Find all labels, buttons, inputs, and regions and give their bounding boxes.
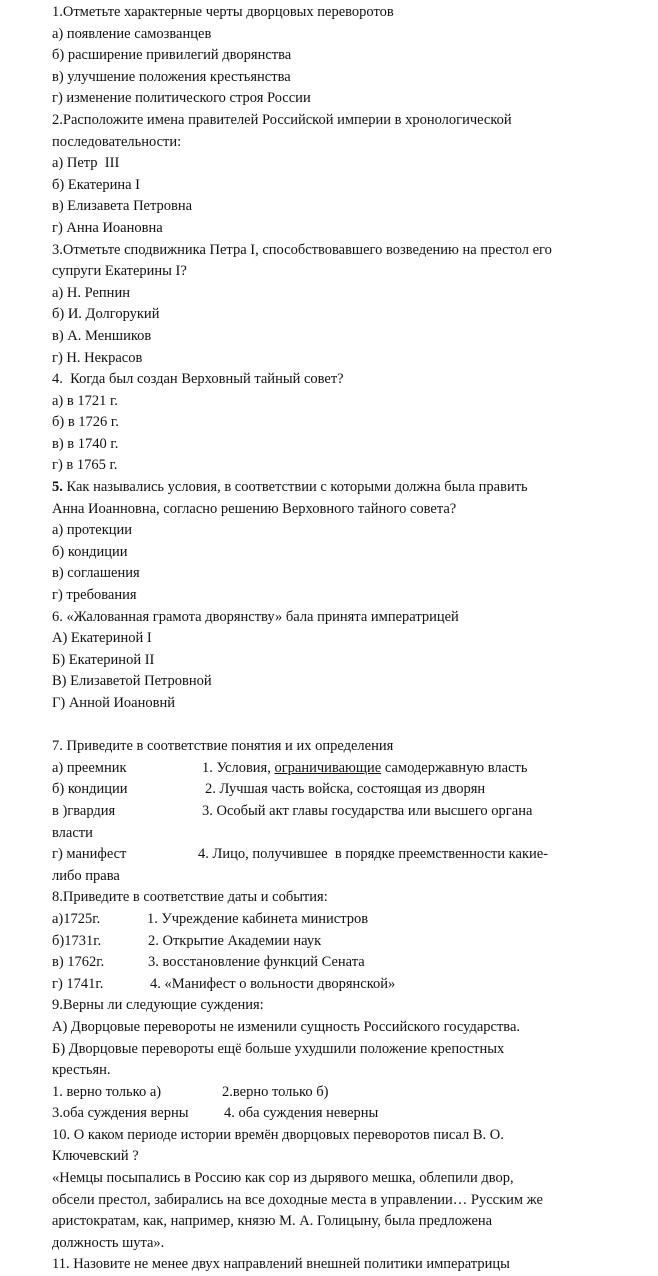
question-3-option-a: а) Н. Репнин [52, 284, 130, 301]
question-5-title-text: Как назывались условия, в соответствии с которыми должна была править [62, 479, 528, 496]
question-5-title [52, 477, 652, 499]
question-8-date-d: г) 1741г. [52, 975, 104, 992]
question-6-option-a: А) Екатериной I [52, 630, 152, 647]
question-5-number: 5. [52, 479, 63, 496]
spacer [52, 715, 652, 737]
question-10-quote-line-1: «Немцы посыпались в Россию как сор из дырявого мешка, облепили двор, [52, 1170, 514, 1187]
question-9-title: 9.Верны ли следующие суждения: [52, 997, 264, 1014]
question-9-answer-1: 1. верно только а) [52, 1083, 162, 1100]
question-5-title-cont: Анна Иоанновна, согласно решению Верховного тайного совета? [52, 500, 457, 517]
question-2-option-a: а) Петр III [52, 155, 120, 172]
question-7-term-d: г) манифест [52, 846, 127, 863]
question-2-title-cont: последовательности: [52, 133, 182, 150]
worksheet [52, 2, 652, 1273]
question-3-option-c: в) А. Меншиков [52, 327, 152, 344]
question-7-def-4-cont: либо права [52, 867, 120, 884]
question-7-def-1-underlined: ограничивающие [274, 759, 382, 776]
question-8-row-d [52, 974, 652, 996]
question-7-title: 7. Приведите в соответствие понятия и их определения [52, 738, 394, 755]
question-6-option-b: Б) Екатериной II [52, 651, 155, 668]
question-4-option-a: а) в 1721 г. [52, 392, 118, 409]
question-3-option-d: г) Н. Некрасов [52, 349, 143, 366]
question-4-option-b: б) в 1726 г. [52, 414, 119, 431]
question-6-option-c: В) Елизаветой Петровной [52, 673, 212, 690]
question-8-event-1: 1. Учреждение кабинета министров [147, 910, 369, 927]
question-5-option-a: а) протекции [52, 522, 133, 539]
question-8-event-2: 2. Открытие Академии наук [148, 932, 322, 949]
question-8-date-a: а)1725г. [52, 910, 101, 927]
question-8-date-b: б)1731г. [52, 932, 102, 949]
question-7-term-a: а) преемник [52, 759, 127, 776]
question-11-title: 11. Назовите не менее двух направлений внешней политики императрицы [52, 1256, 510, 1273]
question-7-def-1 [202, 758, 527, 780]
question-1-option-d: г) изменение политического строя России [52, 90, 311, 107]
question-7-term-b: б) кондиции [52, 781, 128, 798]
question-2-option-b: б) Екатерина I [52, 176, 141, 193]
question-5-option-d: г) требования [52, 587, 137, 604]
question-3-title: 3.Отметьте сподвижника Петра I, способствовавшего возведению на престол его [52, 241, 552, 258]
question-3-option-b: б) И. Долгорукий [52, 306, 160, 323]
question-3-title-cont: супруги Екатерины I? [52, 263, 187, 280]
question-4-option-c: в) в 1740 г. [52, 435, 119, 452]
question-6-title: 6. «Жалованная грамота дворянству» бала принята императрицей [52, 608, 459, 625]
question-7-def-2: 2. Лучшая часть войска, состоящая из дворян [205, 781, 486, 798]
question-7-def-3-cont: власти [52, 824, 93, 841]
question-7-def-4: 4. Лицо, получившее в порядке преемственности какие- [198, 846, 549, 863]
question-9-statement-b: Б) Дворцовые перевороты ещё больше ухудшили положение крепостных [52, 1040, 505, 1057]
question-1-option-a: а) появление самозванцев [52, 25, 212, 42]
question-8-date-c: в) 1762г. [52, 954, 105, 971]
question-8-event-4: 4. «Манифест о вольности дворянской» [150, 975, 396, 992]
question-7-term-c: в )гвардия [52, 802, 116, 819]
question-7-def-3: 3. Особый акт главы государства или высшего органа [202, 802, 533, 819]
question-7-def-1-post: самодержавную власть [381, 759, 528, 776]
question-9-answers-row-2 [52, 1103, 652, 1125]
question-7-row-d [52, 844, 652, 866]
question-7-row-c [52, 801, 652, 823]
question-10-title: 10. О каком периоде истории времён дворцовых переворотов писал В. О. [52, 1126, 504, 1143]
question-9-answer-2: 2.верно только б) [222, 1083, 329, 1100]
question-5-option-c: в) соглашения [52, 565, 140, 582]
question-2-title: 2.Расположите имена правителей Российской империи в хронологической [52, 111, 512, 128]
question-4-title: 4. Когда был создан Верховный тайный совет? [52, 371, 344, 388]
question-2-option-c: в) Елизавета Петровна [52, 198, 193, 215]
question-1-option-c: в) улучшение положения крестьянства [52, 68, 291, 85]
question-9-answer-4: 4. оба суждения неверны [224, 1105, 379, 1122]
question-10-quote-line-3: аристократам, как, например, князю М. А. Голицыну, была предложена [52, 1213, 493, 1230]
question-2-option-d: г) Анна Иоановна [52, 219, 163, 236]
question-9-statement-a: А) Дворцовые перевороты не изменили сущность Российского государства. [52, 1018, 521, 1035]
question-8-row-c [52, 952, 652, 974]
question-10-quote-line-2: обсели престол, забирались на все доходные места в управлении… Русским же [52, 1191, 543, 1208]
question-7-row-b [52, 779, 652, 801]
question-9-answers-row-1 [52, 1082, 652, 1104]
question-8-event-3: 3. восстановление функций Сената [148, 954, 365, 971]
question-6-option-d: Г) Анной Иоановнй [52, 695, 175, 711]
question-9-answer-3: 3.оба суждения верны [52, 1105, 189, 1122]
question-8-row-a [52, 909, 652, 931]
question-10-title-cont: Ключевский ? [52, 1148, 139, 1165]
question-1-option-b: б) расширение привилегий дворянства [52, 47, 292, 64]
question-4-option-d: г) в 1765 г. [52, 457, 118, 474]
question-5-option-b: б) кондиции [52, 543, 128, 560]
question-8-row-b [52, 931, 652, 953]
question-7-row-a [52, 758, 652, 780]
question-9-statement-b-cont: крестьян. [52, 1062, 111, 1079]
question-8-title: 8.Приведите в соответствие даты и события: [52, 889, 328, 906]
question-7-def-1-pre: 1. Условия, [202, 759, 275, 776]
question-1-title: 1.Отметьте характерные черты дворцовых переворотов [52, 4, 394, 20]
question-10-quote-line-4: должность шута». [52, 1234, 165, 1251]
